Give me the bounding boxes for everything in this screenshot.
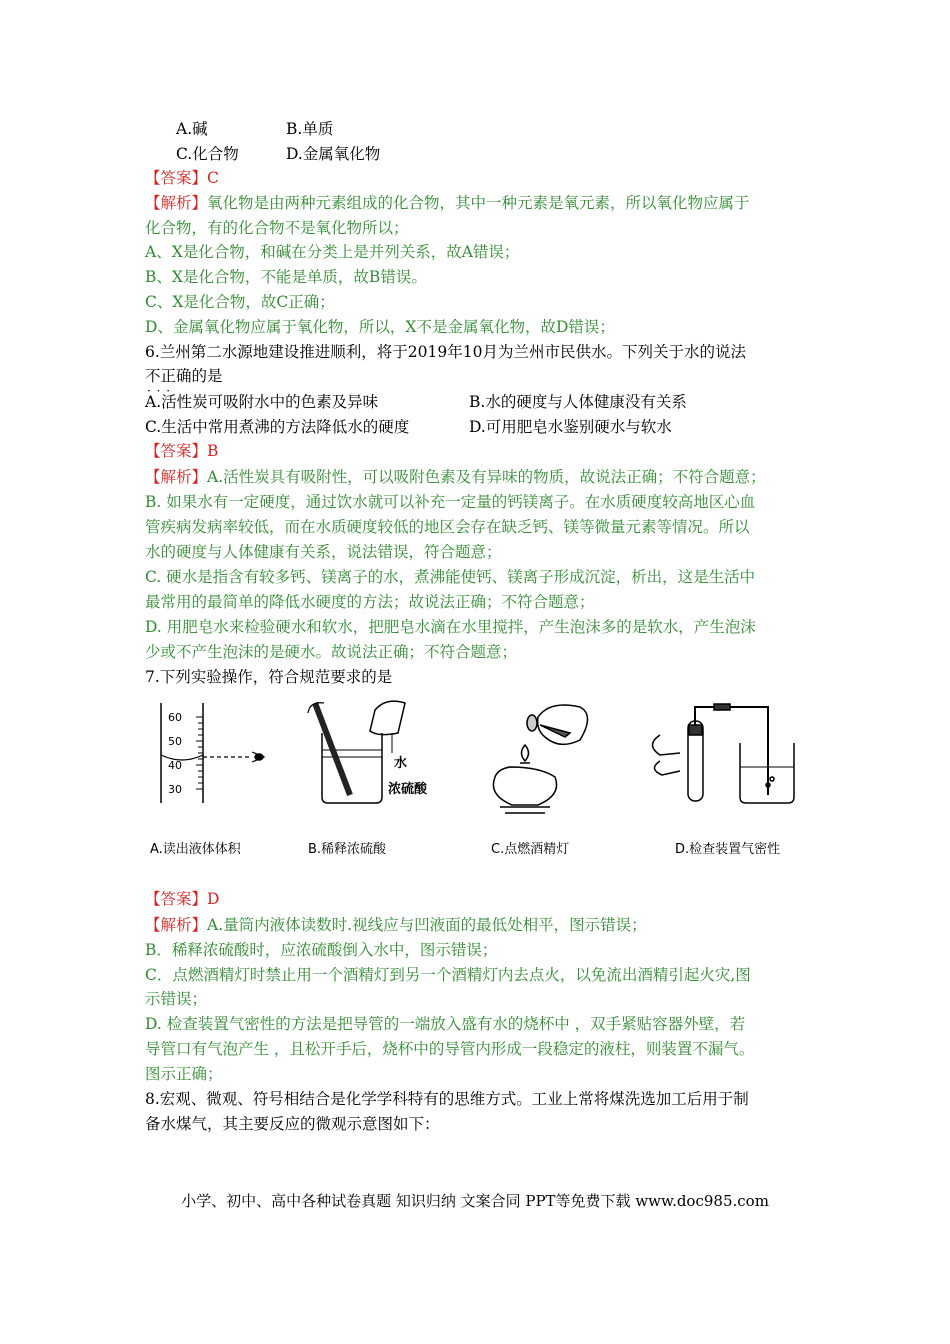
- q7-analysis-line-5: D. 检查装置气密性的方法是把导管的一端放入盛有水的烧杯中 ，双手紧贴容器外壁，若: [145, 1015, 746, 1033]
- tick-label: 40: [168, 759, 182, 772]
- q5-analysis-line-6: D、金属氧化物应属于氧化物，所以，X不是金属氧化物，故D错误；: [145, 318, 615, 336]
- q5-analysis-line-1: 【解析】氧化物是由两种元素组成的化合物，其中一种元素是氧元素，所以氧化物应属于: [145, 194, 750, 212]
- q7-analysis-line-3: C．点燃酒精灯时禁止用一个酒精灯到另一个酒精灯内去点火，以免流出酒精引起火灾,图: [145, 966, 751, 984]
- q5-option-d: D.金属氧化物: [286, 145, 381, 163]
- q6-analysis-line-7: D. 用肥皂水来检验硬水和软水，把肥皂水滴在水里搅拌，产生泡沫多的是软水，产生泡沫: [145, 618, 756, 636]
- tick-label: 30: [168, 783, 182, 796]
- q5-option-a: A.碱: [176, 120, 208, 138]
- tick-label: 50: [168, 735, 182, 748]
- q6-option-d: D.可用肥皂水鉴别硬水与软水: [469, 418, 672, 436]
- q5-analysis-line-5: C、X是化合物，故C正确；: [145, 293, 335, 311]
- q5-analysis-line-2: 化合物，有的化合物不是氧化物所以；: [145, 219, 409, 237]
- q7-analysis-line-2: B．稀释浓硫酸时，应浓硫酸倒入水中，图示错误；: [145, 941, 498, 959]
- q8-stem-line-1: 8.宏观、微观、符号相结合是化学学科特有的思维方式。工业上常将煤洗选加工后用于制: [145, 1090, 749, 1108]
- q6-option-a: A.活性炭可吸附水中的色素及异味: [145, 393, 379, 411]
- answer-value: C: [207, 169, 219, 187]
- q7-analysis-line-7: 图示正确；: [145, 1065, 223, 1083]
- airtightness-check-icon: [653, 704, 795, 803]
- acid-label: 浓硫酸: [388, 782, 428, 797]
- q6-analysis-line-8: 少或不产生泡沫的是硬水。故说法正确；不符合题意；: [145, 643, 518, 661]
- answer-label: 【答案】: [145, 169, 208, 187]
- water-label: 水: [394, 756, 408, 771]
- answer-value: D: [207, 890, 220, 908]
- q6-stem-line-1: 6.兰州第二水源地建设推进顺利，将于2019年10月为兰州市民供水。下列关于水的说法: [145, 343, 746, 361]
- answer-label: 【答案】: [145, 442, 208, 460]
- q6-emphasis: 不正确 · · ·: [145, 367, 192, 385]
- q6-option-b: B.水的硬度与人体健康没有关系: [469, 393, 687, 411]
- answer-value: B: [207, 442, 219, 460]
- q6-stem-line-2: 不正确 · · ·的是: [145, 365, 810, 387]
- alcohol-lamp-icon: [493, 705, 587, 813]
- analysis-label: 【解析】: [145, 468, 208, 486]
- page-footer: 小学、初中、高中各种试卷真题 知识归纳 文案合同 PPT等免费下载 www.doc985.com: [181, 1192, 769, 1210]
- q8-stem-line-2: 备水煤气，其主要反应的微观示意图如下：: [145, 1115, 440, 1133]
- q5-answer: [145, 167, 810, 189]
- tick-label: 60: [168, 711, 182, 724]
- q5-analysis-line-3: A、X是化合物，和碱在分类上是并列关系，故A错误；: [145, 243, 520, 261]
- q7-answer: [145, 888, 810, 910]
- q6-analysis-line-3: 管疾病发病率较低，而在水质硬度较低的地区会存在缺乏钙、镁等微量元素等情况。所以: [145, 518, 750, 536]
- q7-analysis-line-1: 【解析】A.量筒内液体读数时.视线应与凹液面的最低处相平，图示错误；: [145, 916, 647, 934]
- caption-a: A.读出液体体积: [150, 842, 241, 857]
- q6-analysis-line-6: 最常用的最简单的降低水硬度的方法；故说法正确；不符合题意；: [145, 593, 595, 611]
- q5-analysis-line-4: B、X是化合物，不能是单质，故B错误。: [145, 268, 427, 286]
- caption-d: D.检查装置气密性: [675, 842, 781, 857]
- q7-analysis-line-4: 示错误；: [145, 990, 208, 1008]
- q7-analysis-line-6: 导管口有气泡产生 ，且松开手后，烧杯中的导管内形成一段稳定的液柱，则装置不漏气。: [145, 1040, 755, 1058]
- q6-analysis-line-2: B. 如果水有一定硬度，通过饮水就可以补充一定量的钙镁离子。在水质硬度较高地区心血: [145, 493, 756, 511]
- q6-option-c: C.生活中常用煮沸的方法降低水的硬度: [145, 418, 410, 436]
- answer-label: 【答案】: [145, 890, 208, 908]
- q6-answer: [145, 440, 810, 462]
- caption-b: B.稀释浓硫酸: [308, 842, 387, 857]
- q5-option-b: B.单质: [286, 120, 334, 138]
- analysis-label: 【解析】: [145, 916, 208, 934]
- q6-analysis-line-5: C. 硬水是指含有较多钙、镁离子的水，煮沸能使钙、镁离子形成沉淀，析出，这是生活中: [145, 568, 756, 586]
- analysis-label: 【解析】: [145, 194, 208, 212]
- q7-stem: 7.下列实验操作，符合规范要求的是: [145, 668, 393, 686]
- q6-analysis-line-4: 水的硬度与人体健康有关系，说法错误，符合题意；: [145, 543, 502, 561]
- q5-option-c: C.化合物: [176, 145, 239, 163]
- q6-analysis-line-1: 【解析】A.活性炭具有吸附性，可以吸附色素及有异味的物质，故说法正确；不符合题意；: [145, 468, 766, 486]
- caption-c: C.点燃酒精灯: [491, 842, 570, 857]
